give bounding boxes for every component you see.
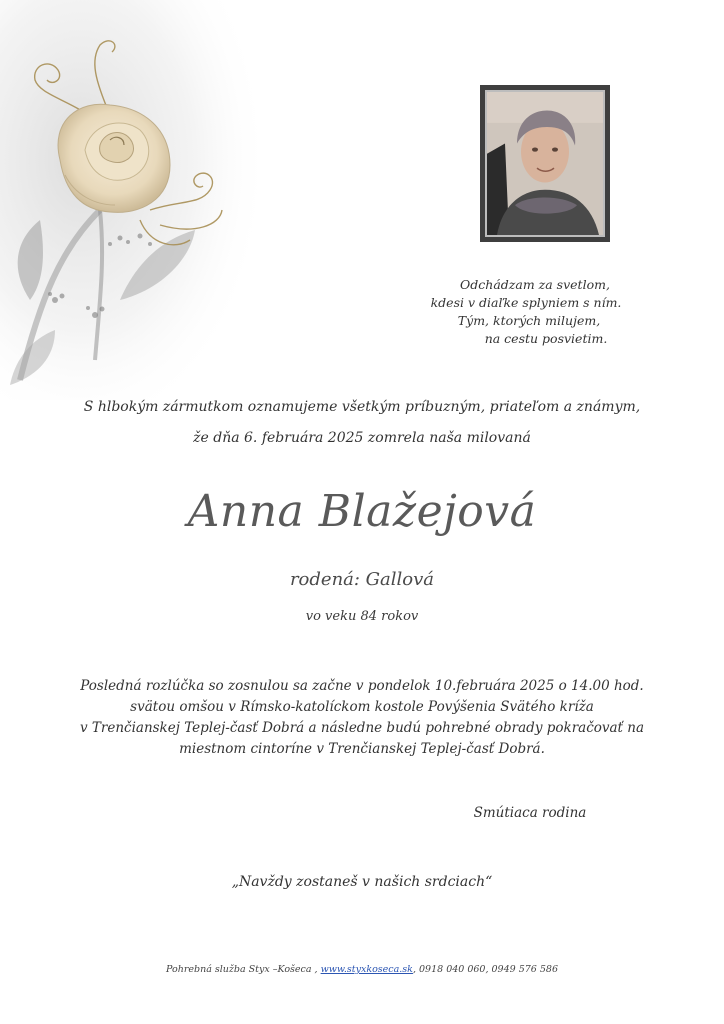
poem-line: na cestu posvietim. (484, 331, 608, 346)
maiden-name: rodená: Gallová (289, 569, 435, 590)
poem-line: kdesi v diaľke splyniem s ním. (430, 295, 622, 310)
portrait-frame (480, 85, 610, 242)
announcement-line: že dňa 6. februára 2025 zomrela naša milovaná (193, 430, 531, 446)
ceremony-line: miestnom cintoríne v Trenčianskej Teplej-časť Dobrá. (179, 741, 545, 757)
memorial-motto: „Navždy zostaneš v našich srdciach“ (231, 874, 493, 890)
ceremony-line: Posledná rozlúčka so zosnulou sa začne v pondelok 10.februára 2025 o 14.00 hod. (80, 678, 644, 694)
poem-verse (410, 276, 642, 348)
footer-company: Pohrebná služba Styx –Košeca , (165, 964, 318, 975)
ceremony-details (40, 676, 684, 760)
deceased-name: Anna Blažejová (187, 486, 537, 537)
deceased-age: vo veku 84 rokov (305, 609, 419, 624)
portrait-image (487, 92, 603, 235)
poem-line: Tým, ktorých milujem, (457, 313, 601, 328)
ceremony-line: svätou omšou v Rímsko-katolíckom kostole Povýšenia Svätého kríža (130, 699, 594, 715)
announcement-line: S hlbokým zármutkom oznamujeme všetkým príbuzným, priateľom a známym, (83, 399, 641, 415)
portrait-photo (485, 90, 605, 237)
footer-website-link[interactable]: www.styxkoseca.sk (320, 964, 413, 975)
funeral-service-footer (40, 964, 684, 975)
family-signature: Smútiaca rodina (473, 805, 587, 821)
poem-line: Odchádzam za svetlom, (460, 277, 610, 292)
ceremony-line: v Trenčianskej Teplej-časť Dobrá a následne budú pohrebné obrady pokračovať na (79, 720, 645, 736)
rose-illustration (0, 0, 270, 400)
announcement-text (40, 392, 684, 454)
footer-phones: , 0918 040 060, 0949 576 586 (412, 964, 558, 975)
